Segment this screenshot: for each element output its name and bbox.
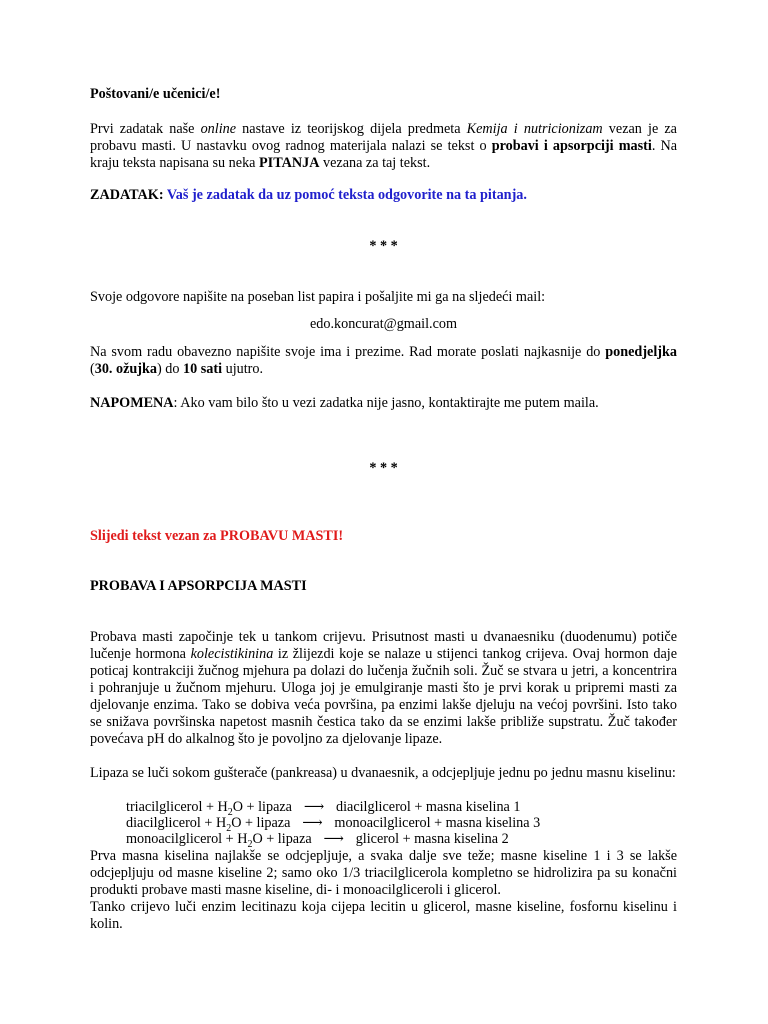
note-line xyxy=(90,395,677,412)
lipase-intro: Lipaza se luči sokom gušterače (pankreasa) u dvanaesnik, a odcjepljuje jednu po jednu masnu kiselinu: xyxy=(90,765,676,781)
task-text: Vaš je zadatak da uz pomoć teksta odgovorite na ta pitanja. xyxy=(163,187,527,203)
paragraph-3: Tanko crijevo luči enzim lecitinazu koja cijepa lecitin u glicerol, masne kiseline, fosfornu kiselinu i kolin. xyxy=(90,899,677,932)
separator-2: * * * xyxy=(369,460,398,476)
paragraph-1: Probava masti započinje tek u tankom crijevu. Prisutnost masti u dvanaesniku (duodenumu) potiče lučenje hormona kolecistikinina iz žlijezdi koje se nalaze u stijenci tankog crijeva. Ovaj hormon daje poticaj kontrakciji žučnog mjehura pa dolazi do lučenja žučnih soli. Žuč se stvara u jetri, a koncentrira i pohranjuje u žučnom mjehuru. Uloga joj je emulgiranje masti što je prvi korak u pripremi masti za djelovanje enzima. Tako se dobiva veća površina, pa enzimi lakše djeluju na većoj površini. Isto tako se snižava površinska napetost masnih čestica tako da se enzimi lakše približe supstratu. Žuč također povećava pH do alkalnog što je povoljno za djelovanje lipaze. xyxy=(90,629,677,747)
deadline-paragraph: Na svom radu obavezno napišite svoje ima i prezime. Rad morate poslati najkasnije do ponedjeljka (30. ožujka) do 10 sati ujutro. xyxy=(90,344,677,377)
following-text-heading: Slijedi tekst vezan za PROBAVU MASTI! xyxy=(90,528,344,544)
task-line xyxy=(90,187,677,204)
separator-1: * * * xyxy=(369,238,398,254)
section-title: PROBAVA I APSORPCIJA MASTI xyxy=(90,578,307,594)
note-label: NAPOMENA xyxy=(90,395,174,411)
send-instructions: Svoje odgovore napišite na poseban list papira i pošaljite mi ga na sljedeći mail: xyxy=(90,289,546,305)
intro-paragraph: Prvi zadatak naše online nastave iz teorijskog dijela predmeta Kemija i nutricionizam vezan je za probavu masti. U nastavku ovog radnog materijala nalazi se tekst o probavi i apsorpciji masti. Na kraju teksta napisana su neka PITANJA vezana za taj tekst. xyxy=(90,121,678,171)
note-text: : Ako vam bilo što u vezi zadatka nije jasno, kontaktirajte me putem maila. xyxy=(173,395,599,411)
reaction-2: diacilglicerol + $H_2O$ + lipaza ⟶ monoacilglicerol + masna kiselina 3 xyxy=(126,815,541,834)
reaction-1: triacilglicerol + $H_2O$ + lipaza ⟶ diacilglicerol + masna kiselina 1 xyxy=(126,799,521,818)
task-label: ZADATAK: xyxy=(90,187,164,203)
reaction-3: monoacilglicerol + $H_2O$ + lipaza ⟶ glicerol + masna kiselina 2 xyxy=(126,831,509,850)
paragraph-2: Prva masna kiselina najlakše se odcjepljuje, a svaka dalje sve teže; masne kiseline 1 i 3 se lakše odcjepljuju od masne kiseline 2; samo oko 1/3 triacilglicerola kompletno se hidrolizira pa su konačni produkti probave masti masne kiseline, di- i monoacilgliceroli i glicerol. xyxy=(90,848,677,898)
email-address: edo.koncurat@gmail.com xyxy=(309,316,457,332)
greeting: Poštovani/e učenici/e! xyxy=(90,86,221,102)
